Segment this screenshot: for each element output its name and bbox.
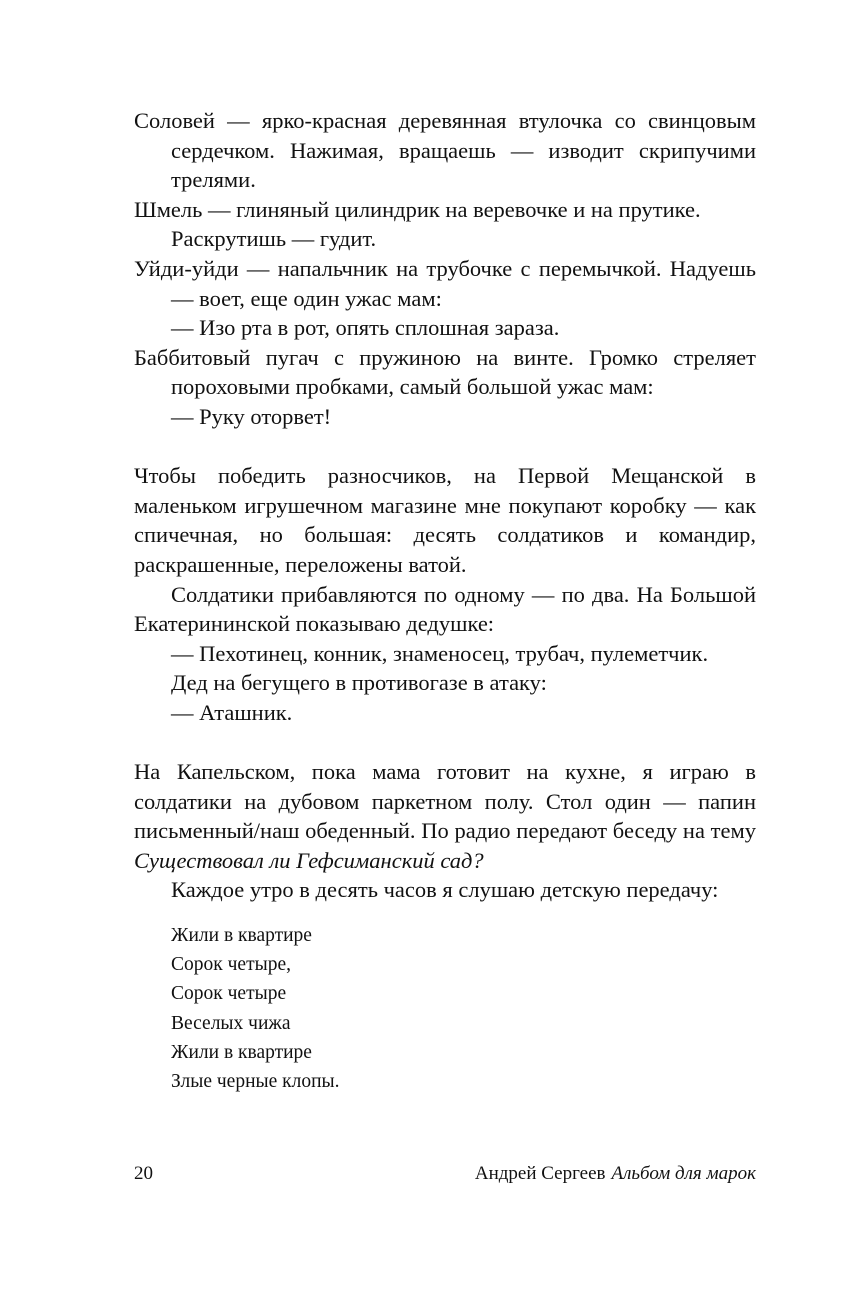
paragraph: Дед на бегущего в противогазе в атаку: bbox=[171, 670, 547, 696]
list-item: Шмель — глиняный цилиндрик на веревочке и на прутике. bbox=[134, 196, 701, 222]
list-item-continuation: — Руку оторвет! bbox=[171, 403, 332, 429]
poem-line: Жили в квартире bbox=[171, 925, 312, 947]
poem-line: Сорок четыре, bbox=[171, 954, 291, 976]
running-head bbox=[475, 1162, 756, 1186]
section-break bbox=[134, 905, 756, 921]
paragraph: Чтобы победить разносчиков, на Первой Мещанской в маленьком игрушечном магазине мне покупают коробку — как спичечная, но большая: десять солдатиков и командир, раскрашенные, переложены ватой. bbox=[134, 463, 756, 577]
broadcast-title: Существовал ли Гефсиманский сад? bbox=[134, 847, 484, 873]
poem-line: Веселых чижа bbox=[171, 1012, 291, 1034]
dialogue-line: — Аташник. bbox=[171, 699, 293, 725]
list-item: Баббитовый пугач с пружиною на винте. Громко стреляет пороховыми пробками, самый большой ужас мам: bbox=[134, 344, 756, 400]
poem-line: Сорок четыре bbox=[171, 983, 287, 1005]
list-item-continuation: Раскрутишь — гудит. bbox=[171, 226, 377, 252]
poem bbox=[134, 921, 756, 1096]
author-name: Андрей Сергеев bbox=[474, 1163, 606, 1184]
list-item-continuation: — Изо рта в рот, опять сплошная зараза. bbox=[171, 315, 560, 341]
section-break bbox=[134, 432, 756, 462]
paragraph: Солдатики прибавляются по одному — по два. На Большой Екатерининской показываю дедушке: bbox=[134, 581, 756, 637]
poem-line: Жили в квартире bbox=[171, 1041, 312, 1063]
page-number: 20 bbox=[134, 1163, 153, 1184]
paragraph bbox=[134, 757, 756, 875]
section-break bbox=[134, 727, 756, 757]
list-item: Уйди-уйди — напальчник на трубочке с перемычкой. Надуешь — воет, еще один ужас мам: bbox=[134, 255, 756, 311]
list-item: Соловей — ярко-красная деревянная втулочка со свинцовым сердечком. Нажимая, вращаешь — изводит скрипучими трелями. bbox=[134, 108, 756, 193]
book-title: Альбом для марок bbox=[611, 1163, 756, 1184]
page-body bbox=[134, 106, 756, 1096]
paragraph: Каждое утро в десять часов я слушаю детскую передачу: bbox=[171, 877, 719, 903]
poem-line: Злые черные клопы. bbox=[171, 1071, 340, 1093]
paragraph-text: На Капельском, пока мама готовит на кухне, я играю в солдатики на дубовом паркетном полу. Стол один — папин письменный/наш обеденный. По радио передают беседу на тему bbox=[134, 759, 756, 844]
dialogue-line: — Пехотинец, конник, знаменосец, трубач, пулеметчик. bbox=[171, 640, 709, 666]
